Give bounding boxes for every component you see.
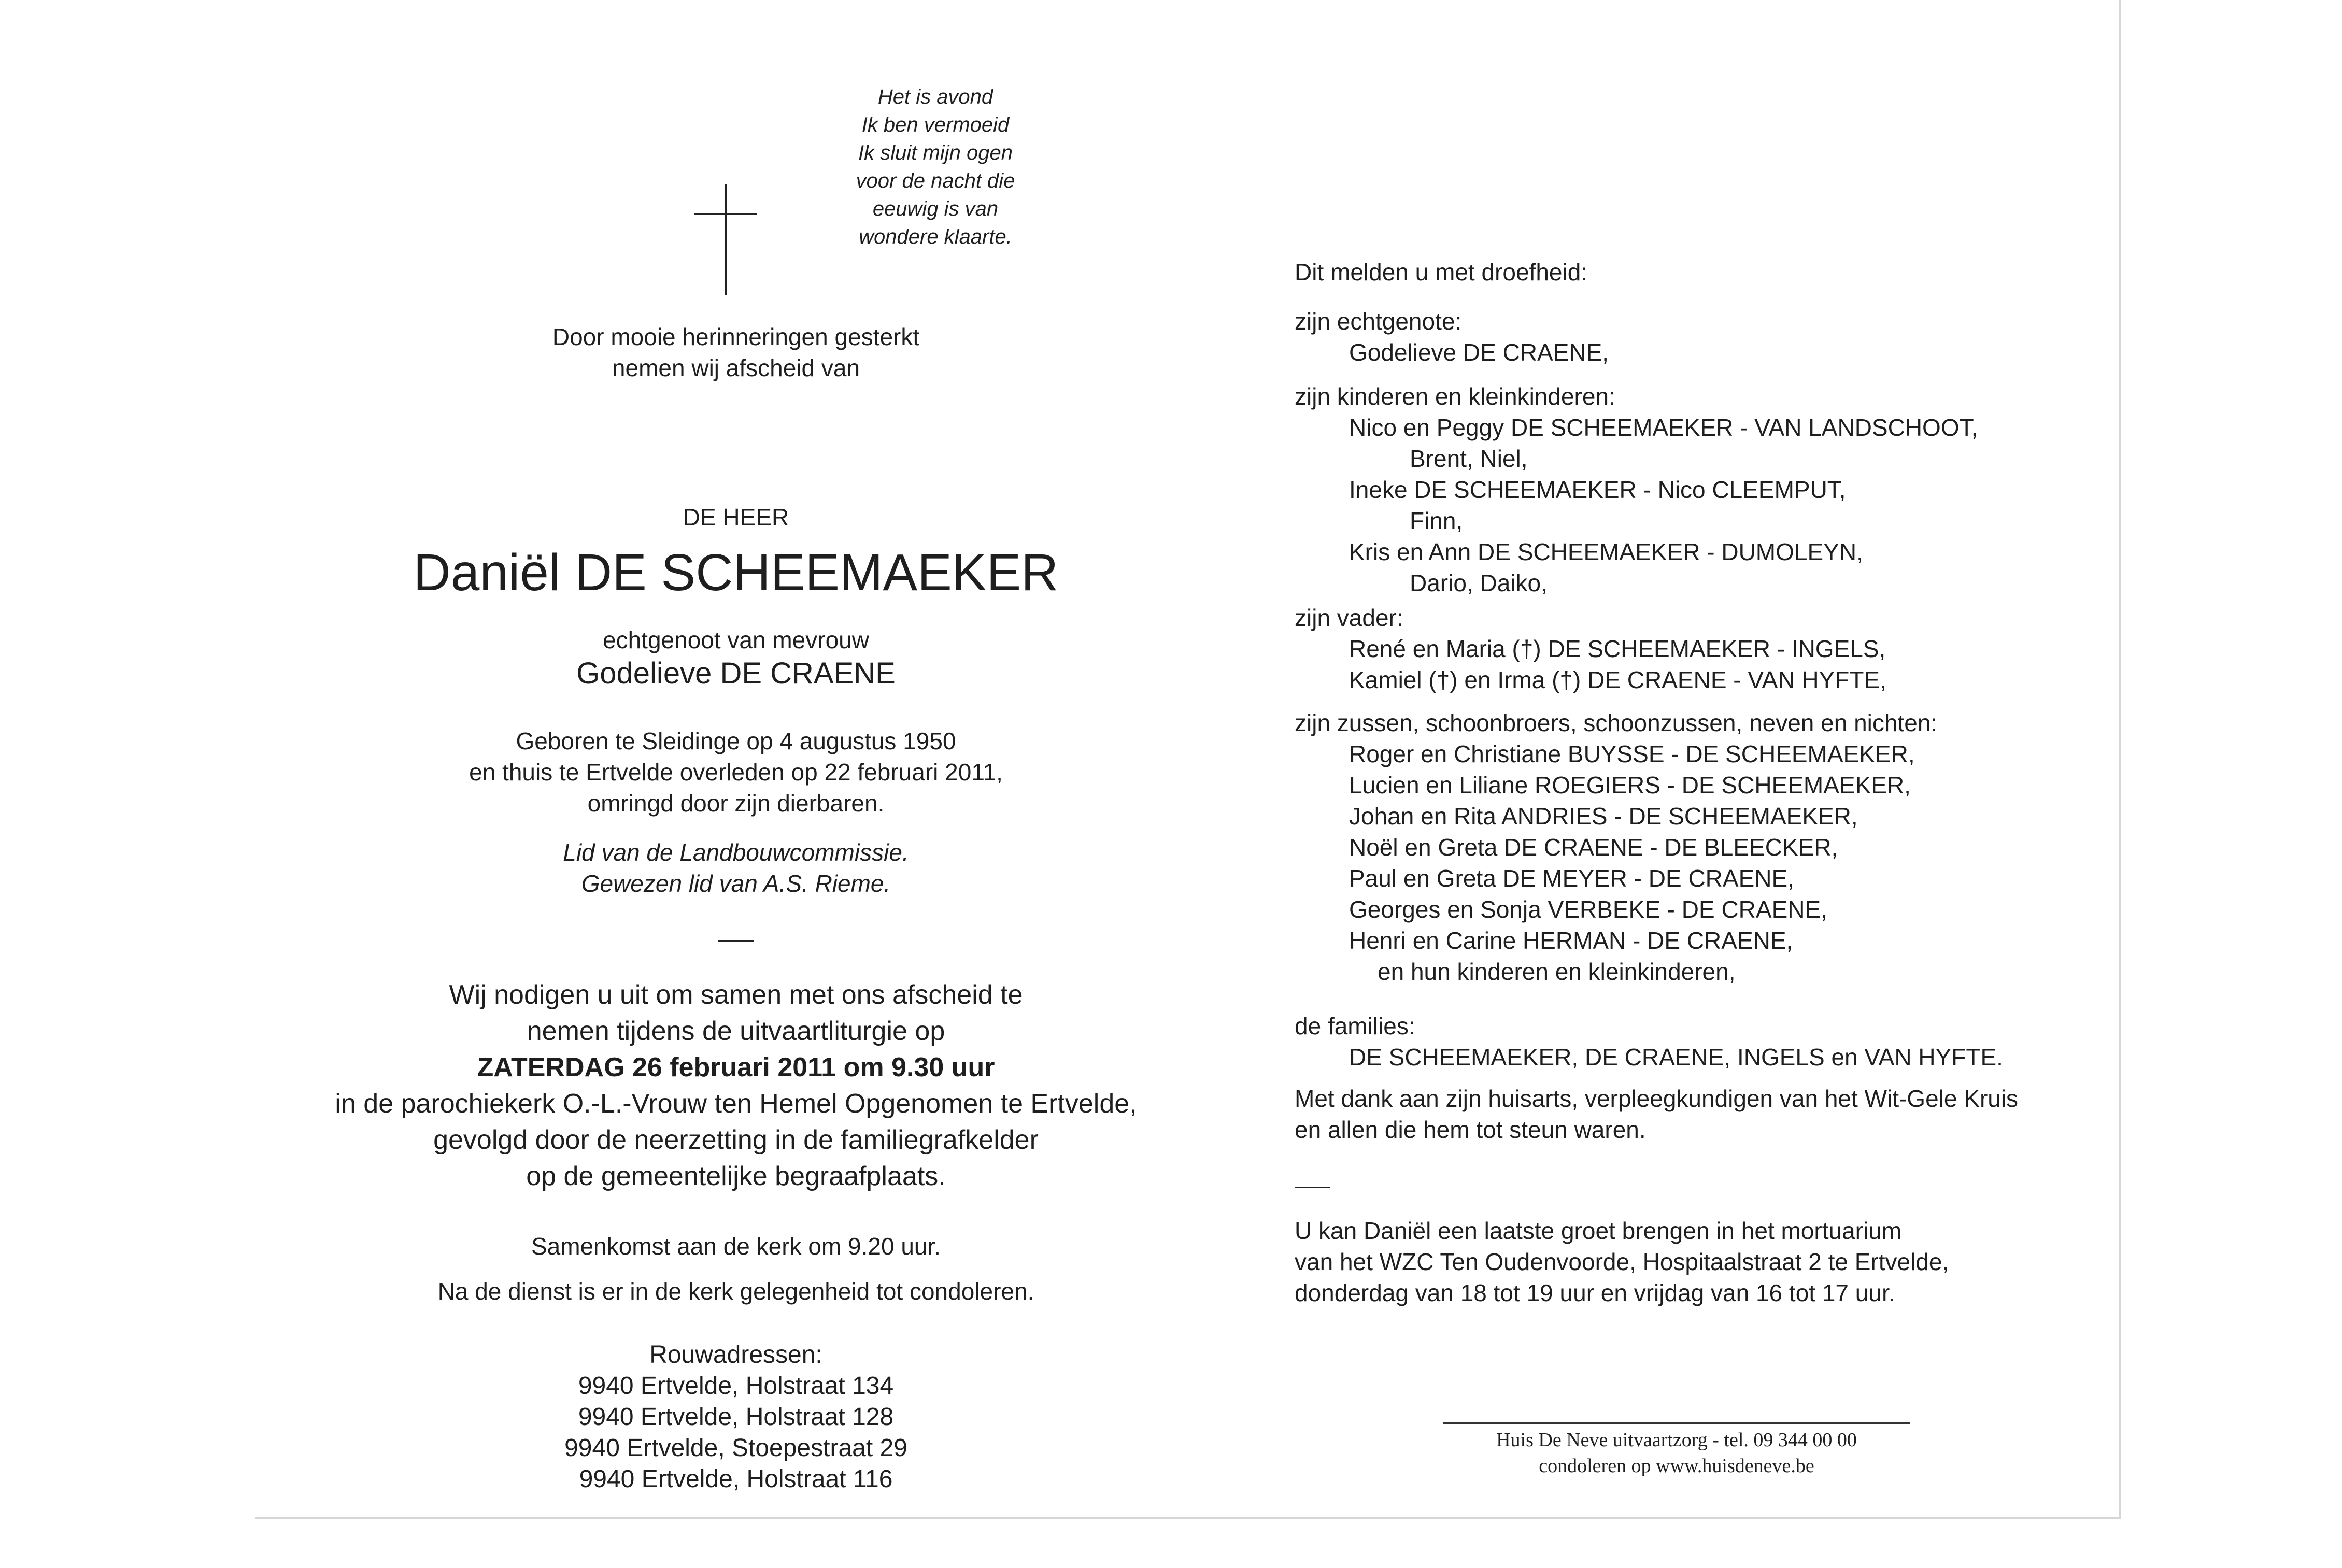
relative-line: Lucien en Liliane ROEGIERS - DE SCHEEMAEKER, xyxy=(1349,772,1911,799)
divider xyxy=(306,935,1166,945)
relative-line: Dario, Daiko, xyxy=(1410,569,1548,596)
funeral-home-footer xyxy=(1443,1422,1910,1479)
invitation-line: nemen tijdens de uitvaartliturgie op xyxy=(527,1016,945,1046)
relative-line: Godelieve DE CRAENE, xyxy=(1349,339,1609,366)
section-label: zijn kinderen en kleinkinderen: xyxy=(1295,383,1615,410)
deceased-name: Daniël DE SCHEEMAEKER xyxy=(413,544,1059,602)
invitation-line: in de parochiekerk O.-L.-Vrouw ten Hemel Opgenomen te Ertvelde, xyxy=(335,1089,1137,1119)
relative-line: Kris en Ann DE SCHEEMAEKER - DUMOLEYN, xyxy=(1349,538,1863,565)
spouse-name: Godelieve DE CRAENE xyxy=(576,657,896,690)
father-section xyxy=(1295,602,2082,695)
relative-line: Johan en Rita ANDRIES - DE SCHEEMAEKER, xyxy=(1349,803,1858,830)
relative-line: Georges en Sonja VERBEKE - DE CRAENE, xyxy=(1349,896,1827,923)
relative-line: Ineke DE SCHEEMAEKER - Nico CLEEMPUT, xyxy=(1349,476,1846,503)
relative-line: Brent, Niel, xyxy=(1410,445,1528,472)
invitation xyxy=(306,977,1166,1194)
relative-line: en hun kinderen en kleinkinderen, xyxy=(1378,958,1736,985)
footer-line: Huis De Neve uitvaartzorg - tel. 09 344 00 00 xyxy=(1496,1429,1857,1451)
footer-rule xyxy=(1443,1422,1910,1424)
siblings-section xyxy=(1295,707,2082,987)
invitation-line: Wij nodigen u uit om samen met ons afscheid te xyxy=(449,980,1023,1010)
section-label: zijn vader: xyxy=(1295,604,1403,631)
memberships xyxy=(306,837,1166,899)
footer-line: condoleren op www.huisdeneve.be xyxy=(1539,1455,1814,1477)
addresses xyxy=(306,1339,1166,1495)
poem-line: Ik sluit mijn ogen xyxy=(858,141,1013,164)
funeral-date: ZATERDAG 26 februari 2011 om 9.30 uur xyxy=(477,1052,995,1082)
relative-line: Noël en Greta DE CRAENE - DE BLEECKER, xyxy=(1349,834,1838,861)
poem xyxy=(853,83,1018,251)
visit-info xyxy=(1295,1215,2082,1308)
intro-line: Door mooie herinneringen gesterkt xyxy=(552,323,920,350)
visit-line: van het WZC Ten Oudenvoorde, Hospitaalstraat 2 te Ertvelde, xyxy=(1295,1248,1949,1275)
birth-death-info xyxy=(306,725,1166,819)
relative-line: DE SCHEEMAEKER, DE CRAENE, INGELS en VAN HYFTE. xyxy=(1349,1044,2003,1071)
intro-line: nemen wij afscheid van xyxy=(612,354,860,381)
relative-line: Nico en Peggy DE SCHEEMAEKER - VAN LANDSCHOOT, xyxy=(1349,414,1978,441)
relative-line: Kamiel (†) en Irma (†) DE CRAENE - VAN HYFTE, xyxy=(1349,666,1886,693)
death-line: en thuis te Ertvelde overleden op 22 februari 2011, xyxy=(469,759,1003,786)
families-section xyxy=(1295,1010,2082,1073)
meeting-info: Samenkomst aan de kerk om 9.20 uur. xyxy=(531,1233,941,1260)
section-label: zijn zussen, schoonbroers, schoonzussen, neven en nichten: xyxy=(1295,709,1938,736)
visit-line: U kan Daniël een laatste groet brengen in het mortuarium xyxy=(1295,1217,1902,1244)
address-line: 9940 Ertvelde, Holstraat 134 xyxy=(578,1372,894,1400)
address-line: 9940 Ertvelde, Holstraat 116 xyxy=(579,1465,893,1493)
poem-line: eeuwig is van xyxy=(872,197,999,220)
poem-line: wondere klaarte. xyxy=(859,225,1012,248)
children-section xyxy=(1295,381,2082,598)
divider xyxy=(1295,1181,1330,1191)
relative-line: Paul en Greta DE MEYER - DE CRAENE, xyxy=(1349,865,1794,892)
section-label: zijn echtgenote: xyxy=(1295,308,1462,335)
cross-icon xyxy=(694,184,757,295)
poem-line: Ik ben vermoeid xyxy=(861,113,1010,136)
intro-text xyxy=(306,321,1166,383)
birth-line: Geboren te Sleidinge op 4 augustus 1950 xyxy=(516,728,956,754)
condolence-info: Na de dienst is er in de kerk gelegenheid tot condoleren. xyxy=(437,1278,1034,1305)
address-line: 9940 Ertvelde, Stoepestraat 29 xyxy=(564,1434,907,1462)
spouse-section xyxy=(1295,306,2082,368)
relative-line: Roger en Christiane BUYSSE - DE SCHEEMAEKER, xyxy=(1349,740,1915,767)
invitation-line: gevolgd door de neerzetting in de familiegrafkelder xyxy=(433,1125,1039,1155)
relative-line: Henri en Carine HERMAN - DE CRAENE, xyxy=(1349,927,1793,954)
poem-line: voor de nacht die xyxy=(856,169,1015,192)
visit-line: donderdag van 18 tot 19 uur en vrijdag van 16 tot 17 uur. xyxy=(1295,1279,1895,1306)
poem-line: Het is avond xyxy=(877,85,993,108)
address-line: 9940 Ertvelde, Holstraat 128 xyxy=(578,1403,894,1431)
surrounded-line: omringd door zijn dierbaren. xyxy=(587,790,885,817)
section-label: de families: xyxy=(1295,1013,1415,1039)
spouse-label: echtgenoot van mevrouw xyxy=(603,626,869,653)
thanks-line: Met dank aan zijn huisarts, verpleegkundigen van het Wit-Gele Kruis xyxy=(1295,1085,2019,1112)
membership-line: Gewezen lid van A.S. Rieme. xyxy=(581,870,891,897)
thanks xyxy=(1295,1083,2082,1145)
relative-line: René en Maria (†) DE SCHEEMAEKER - INGELS, xyxy=(1349,635,1886,662)
membership-line: Lid van de Landbouwcommissie. xyxy=(563,839,909,866)
addresses-label: Rouwadressen: xyxy=(649,1341,822,1369)
invitation-line: op de gemeentelijke begraafplaats. xyxy=(526,1161,946,1191)
title-prefix: DE HEER xyxy=(683,504,789,531)
announcement: Dit melden u met droefheid: xyxy=(1295,259,1588,286)
relative-line: Finn, xyxy=(1410,507,1463,534)
thanks-line: en allen die hem tot steun waren. xyxy=(1295,1116,1646,1143)
